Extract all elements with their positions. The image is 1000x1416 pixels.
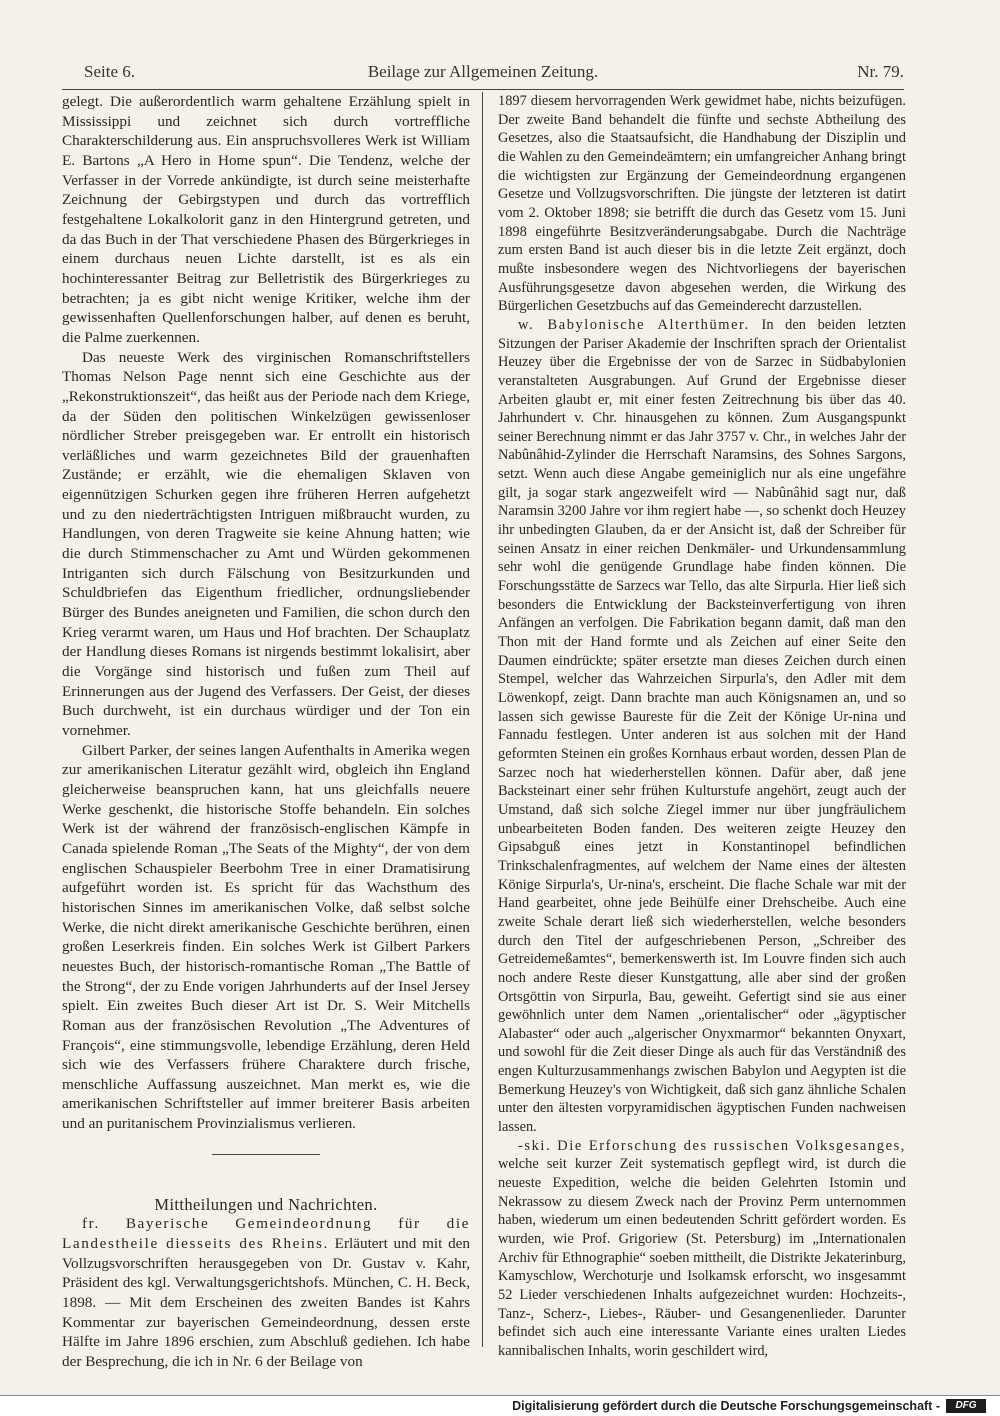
news-entry	[498, 1137, 906, 1361]
issue-number: Nr. 79.	[857, 62, 904, 81]
entry-text: Erläutert und mit den Vollzugsvorschriften herausgegeben von Dr. Gustav v. Kahr, Präsident des kgl. Verwaltungsgerichtshofs. München, C. H. Beck, 1898. — Mit dem Erscheinen des zweiten Bandes ist Kahrs Kommentar zur bayerischen Gemeindeordnung, dessen erste Hälfte im Jahre 1896 erschien, zum Abschluß gediehen. Ich habe der Besprechung, die ich in Nr. 6 der Beilage von	[62, 1235, 471, 1371]
column-divider	[482, 92, 483, 1347]
page-header	[62, 58, 904, 92]
entry-lead: w. Babylonische Alterthümer.	[518, 316, 750, 333]
news-entry	[498, 316, 906, 1137]
digitization-footer	[0, 1395, 1000, 1416]
news-entry	[62, 1214, 470, 1371]
right-column	[498, 92, 906, 1361]
entry-text: welche seit kurzer Zeit systematisch gepflegt wird, ist durch die neueste Expedition, welche die beiden Gelehrten Istomin und Nekrassow zu diesem Zweck nach der Provinz Perm unternommen haben, wiederum um einen bedeutenden Schritt gefördert worden. Es wurden, wie Prof. Grigoriew (St. Petersburg) im „Internationalen Archiv für Ethnographie“ soeben mittheilt, die Distrikte Jekaterinburg, Kamyschlow, Werchoturje und Isolkamsk erforscht, wo insgesammt 52 Lieder verschiedenen Inhalts aufgezeichnet wurden: Hochzeits-, Tanz-, Scherz-, Liebes-, Räuber- und Gesangenenlieder. Darunter befindet sich auch eine interessante Variante eines uralten Liedes kannibalischen Inhalts, worin geschildert wird,	[498, 1156, 906, 1359]
section-separator	[212, 1154, 320, 1155]
header-rule	[62, 89, 904, 90]
entry-lead: -ski. Die Erforschung des russischen Volksgesanges,	[518, 1137, 906, 1154]
paragraph: Gilbert Parker, der seines langen Aufenthalts in Amerika wegen zur amerikanischen Literatur gezählt wird, obgleich ihn England gleicherweise beanspruchen kann, hat uns gleichfalls neuere Werke geschenkt, die historische Stoffe behandeln. Ein solches Werk ist der während der französisch-englischen Kämpfe in Canada spielende Roman „The Seats of the Mighty“, der von dem englischen Schauspieler Beerbohm Tree in einer Dramatisirung aufgeführt worden ist. Es spricht für das Wachsthum des historischen Sinnes im amerikanischen Volke, daß selbst solche Werke, die nicht direkt amerikanische Geschichte berühren, einen großen Leserkreis finden. Ein solches Werk ist Gilbert Parkers neuestes Buch, der historisch-romantische Roman „The Battle of the Strong“, der zu Ende vorigen Jahrhunderts auf der Insel Jersey spielt. Ein zweites Buch dieser Art ist Dr. S. Weir Mitchells Roman aus der französischen Revolution „The Adventures of François“, eine stimmungsvolle, lebendige Erzählung, deren Held sich wie des Verfassers frühere Charaktere durch frische, menschliche Auffassung auszeichnet. Man merkt es, wie die amerikanischen Schriftsteller auf immer breiterer Basis arbeiten und an puritanischem Provinzialismus verlieren.	[62, 741, 470, 1133]
entry-text: In den beiden letzten Sitzungen der Pariser Akademie der Inschriften sprach der Orientalist Heuzey über die Ergebnisse der von de Sarzec in Südbabylonien veranstalteten Ausgrabungen. Auf Grund der Ergebnisse dieser Arbeiten glaubt er, mit einer festen Zeitrechnung bis über das 40. Jahrhundert v. Chr. hinausgehen zu können. Zum Ausgangspunkt seiner Berechnung nimmt er das Jahr 3757 v. Chr., in welches Jahr der Nabûnâhid-Zylinder die Herrschaft Naramsins, des Sohnes Sargons, setzt. Wenn auch diese Angabe gemeiniglich nur als eine ungefähre gilt, ja sogar stark angezweifelt wird — Nabûnâhid sagt nur, daß Naramsin 3200 Jahre vor ihm regiert habe —, so schenkt doch Heuzey ihr unbedingten Glauben, da er der Ansicht ist, daß der Schreiber für seinen Ansatz in einer reichen Denkmäler- und Urkundensammlung sehr wohl die genügende Grundlage habe finden können. Die Forschungsstätte de Sarzecs war Tello, das alte Sirpurla. Hier ließ sich besonders die Entwicklung der Backsteinverfertigung von ihren Anfängen an verfolgen. Die Fabrikation begann damit, daß man den Thon mit der Hand formte und als Zeichen auf einer Seite den Daumen eindrückte; später ersetzte man dieses Zeichen durch einen Stempel, welcher das Wahrzeichen Sirpurla's, den Adler mit dem Löwenkopf, zeigt. Dann brachte man auch Königsnamen an, und so lassen sich gewisse Baureste für die Zeit der Könige Ur-nina und Fannadu festlegen. Unter anderen ist aus solchen mit der Hand geformten Steinen ein großes Kornhaus erbaut worden, dessen Plan de Sarzec noch hat wiederherstellen können. Dafür aber, daß jene Backsteinart einer sehr frühen Kulturstufe angehört, zeugt auch der Umstand, daß sich solche Ziegel immer nur über jungfräulichem unbearbeiteten Boden fanden. Des weiteren zeigte Heuzey den Gipsabguß eines jetzt in Konstantinopel befindlichen Trinkschalenfragmentes, auf welchem der Name eines der ältesten Könige Sirpurla's, Ur-nina's, erscheint. Die flache Schale war mit der Hand gearbeitet, ohne jede Beihülfe einer Drehscheibe. Auch eine zweite Schale derart ließ sich wiederherstellen, welche besonders durch den Titel der aufgeschriebenen Person, „Schreiber des Getreidemeßamtes“, bemerkenswerth ist. Im Louvre finden sich auch noch andere Reste dieser Kunstgattung, alle aber sind der großen Ortsgöttin von Sirpurla, Bau, geweiht. Gefertigt sind sie aus einer gewöhnlich unter dem Namen „orientalischer“ oder „ägyptischer Alabaster“ oder auch „algerischer Onyxmarmor“ bekannten Onyxart, und sowohl für die Zeit dieser Dinge als auch für das Verständniß des engen Kulturzusammenhangs zwischen Babylon und Aegypten ist die Bemerkung Heuzey's von Wichtigkeit, daß sich ganz ähnliche Schalen unter den ältesten vorpyramidischen ägyptischen Funden nachweisen lassen.	[498, 316, 906, 1136]
publication-title: Beilage zur Allgemeinen Zeitung.	[367, 62, 599, 81]
paragraph: 1897 diesem hervorragenden Werk gewidmet habe, nichts beizufügen. Der zweite Band behandelt die fünfte und sechste Abtheilung des Gesetzes, also die Staatsaufsicht, die Handhabung der Disziplin und die Wahlen zu den Gemeindeämtern; ein umfangreicher Anhang bringt die wichtigsten zur Ergänzung der Gemeindeordnung ergangenen Gesetze und Vollzugsvorschriften. Die jüngste der letzteren ist datirt vom 2. Oktober 1898; sie betrifft die durch das Gesetz vom 15. Juni 1898 eingeführte Besitzveränderungsabgabe. Durch die Nachträge zum ersten Band ist auch dieser bis in die letzte Zeit ergänzt, doch mußte insbesondere wegen des Nichtvorliegens der bayerischen Ausführungsgesetze davon abgesehen werden, die Wirkung des Bürgerlichen Gesetzbuchs auf das Gemeinderecht darzustellen.	[498, 93, 906, 315]
paragraph: Das neueste Werk des virginischen Romanschriftstellers Thomas Nelson Page nennt sich eine Geschichte aus der „Rekonstruktionszeit“, das heißt aus der Periode nach dem Kriege, da der Süden den politischen Winkelzügen gewissenloser nördlicher Streber preisgegeben war. Er entrollt ein historisch verläßliches und warm gezeichnetes Bild der grauenhaften Zustände; er erzählt, wie die ehemaligen Sklaven von eigennützigen Schurken gegen ihre früheren Herren aufgehetzt und zu den niederträchtigsten Intriguen mißbraucht wurden, zu Handlungen, von deren Tragweite sie keine Ahnung hatten; wie die durch Stimmenschacher zu Amt und Würden gekommenen Intriganten sich durch Fälschung von Besitzurkunden und Schuldbriefen das Eigenthum friedlicher, ordnungsliebender Bürger des Bundes aneigneten und Familien, die schon durch den Krieg verarmt waren, um Haus und Hof brachten. Der Schauplatz der Handlung dieses Romans ist nirgends bestimmt lokalisirt, aber die Vorgänge sind historisch und fußen zum Theil auf Erinnerungen aus der Jugend des Verfassers. Der Geist, der dieses Buch durchweht, ist ein durchaus würdiger und der Ton ein vornehmer.	[62, 348, 470, 739]
section-heading: Mittheilungen und Nachrichten.	[154, 1194, 378, 1214]
paragraph: gelegt. Die außerordentlich warm gehaltene Erzählung spielt in Mississippi und zeichnet sich durch vortreffliche Charakterschilderung aus. Ein anspruchsvolleres Werk ist William E. Bartons „A Hero in Home spun“. Die Tendenz, welche der Verfasser in der Vorrede ankündigte, ist durch seine meisterhafte Zeichnung der Gebirgstypen und durch das vortrefflich festgehaltene Lokalkolorit ganz in den Hintergrund getreten, und da das Buch in der That verschiedene Phasen des Bürgerkrieges in einem durchaus neuen Lichte darstellt, ist es als ein hochinteressanter Beitrag zur Belletristik des Bürgerkrieges zu betrachten; ja es gibt nicht wenige Kritiker, welche ihm der gewissenhaften Quellenforschungen halber, auf denen es beruht, die Palme zuerkennen.	[62, 93, 470, 346]
left-column	[62, 92, 470, 1372]
dfg-logo-icon: DFG	[946, 1399, 986, 1413]
footer-credit: Digitalisierung gefördert durch die Deutsche Forschungsgemeinschaft -	[512, 1399, 940, 1413]
entry-lead: fr. Bayerische Gemeindeordnung für die Landestheile diesseits des Rheins.	[62, 1215, 470, 1253]
page-number: Seite 6.	[84, 62, 135, 81]
